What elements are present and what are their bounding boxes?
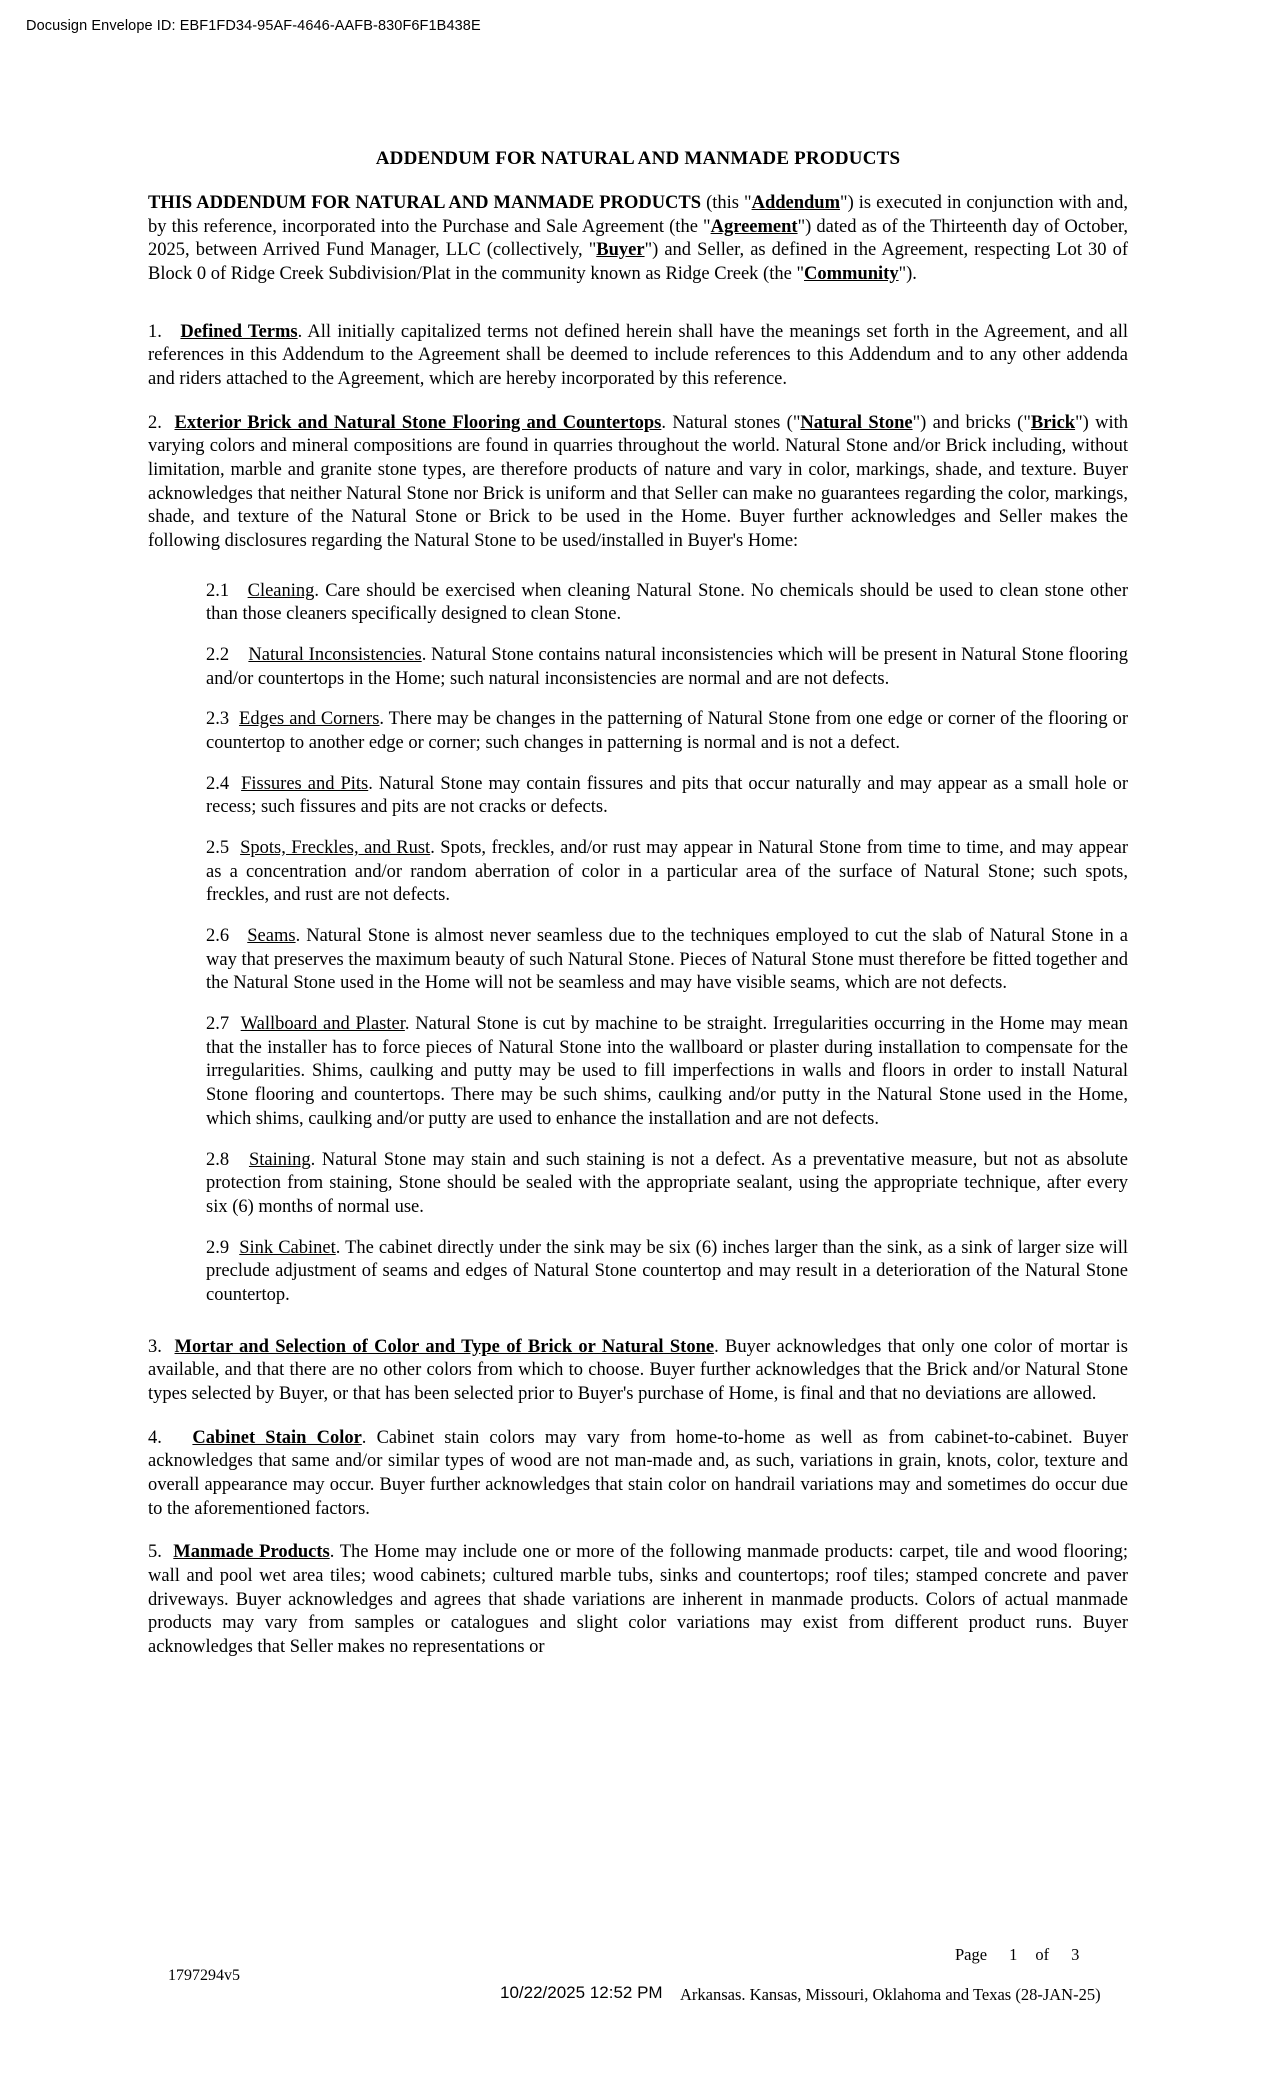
subsection-2-7-body: . Natural Stone is cut by machine to be straight. Irregularities occurring in the Home may mean that the installer has to force pieces of Natural Stone into the wallboard or plaster during installation to compensate for the irregularities. Shims, caulking and putty may be used to fill imperfections in walls and floors in order to install Natural Stone flooring and countertops. There may be such shims, caulking and/or putty in the Natural Stone used in the Home, which shims, caulking and/or putty are used to enhance the installation and are not defects.	[206, 1014, 1129, 1129]
states-revision-label: Arkansas. Kansas, Missouri, Oklahoma and Texas (28-JAN-25)	[680, 1985, 1101, 2004]
subsection-2-6-number: 2.6	[206, 926, 230, 947]
subsection-2-7-heading: Wallboard and Plaster	[240, 1014, 405, 1035]
section-3-number: 3.	[148, 1336, 162, 1357]
subsection-2-4-number: 2.4	[206, 773, 230, 794]
subsection-2-1-heading: Cleaning	[247, 580, 315, 601]
subsection-2-9-heading: Sink Cabinet	[239, 1237, 336, 1258]
term-buyer: Buyer	[596, 240, 645, 261]
subsection-2-3-body: . There may be changes in the patterning of Natural Stone from one edge or corner of the flooring or countertop to another edge or corner; such changes in patterning is normal and is not a defect.	[206, 709, 1129, 754]
section-3-heading: Mortar and Selection of Color and Type of Brick or Natural Stone	[174, 1336, 715, 1357]
section-1	[148, 321, 1128, 392]
subsection-2-1-number: 2.1	[206, 580, 230, 601]
section-3	[148, 1336, 1128, 1407]
subsection-2-9-body: . The cabinet directly under the sink may be six (6) inches larger than the sink, as a sink of larger size will preclude adjustment of seams and edges of Natural Stone countertop and may result in a deterioration of the Natural Stone countertop.	[206, 1237, 1129, 1305]
section-1-heading: Defined Terms	[180, 321, 298, 342]
section-2-body-2: ") and bricks ("	[912, 412, 1031, 433]
page-of-label: of	[1035, 1945, 1050, 1964]
page-total: 3	[1071, 1945, 1080, 1964]
page-footer	[0, 1945, 1275, 2035]
intro-t1: (this "	[701, 193, 752, 213]
subsection-2-5	[206, 837, 1128, 908]
subsection-2-5-heading: Spots, Freckles, and Rust	[240, 838, 431, 859]
intro-t5: ").	[898, 264, 917, 285]
subsection-2-7	[206, 1013, 1128, 1131]
section-2-body-3: ") with varying colors and mineral compositions are found in quarries throughout the world. Natural Stone and/or Brick including, without limitation, marble and granite stone types, are therefore products of nature and vary in color, markings, shade, and texture. Buyer acknowledges that neither Natural Stone nor Brick is uniform and that Seller can make no guarantees regarding the color, markings, shade, and texture of the Natural Stone or Brick to be used in the Home. Buyer further acknowledges and Seller makes the following disclosures regarding the Natural Stone to be used/installed in Buyer's Home:	[148, 412, 1128, 552]
term-natural-stone: Natural Stone	[800, 412, 913, 433]
intro-paragraph	[148, 192, 1128, 287]
page-current: 1	[1009, 1945, 1018, 1964]
subsection-2-3-number: 2.3	[206, 709, 230, 730]
intro-lead: THIS ADDENDUM FOR NATURAL AND MANMADE PRODUCTS	[148, 193, 702, 213]
document-body	[148, 148, 1128, 1680]
section-4-heading: Cabinet Stain Color	[192, 1427, 362, 1448]
section-2-heading: Exterior Brick and Natural Stone Flooring and Countertops	[174, 412, 662, 433]
section-5-heading: Manmade Products	[173, 1542, 330, 1563]
document-reference-number: 1797294v5	[168, 1967, 240, 1984]
subsection-2-1-body: . Care should be exercised when cleaning Natural Stone. No chemicals should be used to clean stone other than those cleaners specifically designed to clean Stone.	[206, 580, 1129, 625]
intro-t4: ") and Seller, as defined in the Agreement, respecting Lot 30 of Block 0 of Ridge Creek Subdivision/Plat in the community known as Ridge Creek (the "	[148, 240, 1128, 285]
intro-t3: ") dated as of the Thirteenth day of October, 2025, between Arrived Fund Manager, LLC (collectively, "	[148, 216, 1128, 261]
subsection-2-9-number: 2.9	[206, 1237, 230, 1258]
subsection-2-6	[206, 925, 1128, 996]
term-community: Community	[804, 264, 899, 285]
signature-timestamp: 10/22/2025 12:52 PM	[500, 1983, 663, 2002]
term-brick: Brick	[1030, 412, 1076, 433]
subsection-2-9	[206, 1237, 1128, 1308]
section-3-body: . Buyer acknowledges that only one color of mortar is available, and that there are no other colors from which to choose. Buyer further acknowledges that the Brick and/or Natural Stone types selected by Buyer, or that has been selected prior to Buyer's purchase of Home, is final and that no deviations are allowed.	[148, 1336, 1129, 1404]
intro-t2: ") is executed in conjunction with and, by this reference, incorporated into the Purchase and Sale Agreement (the "	[148, 193, 1128, 237]
subsection-2-2-body: . Natural Stone contains natural inconsistencies which will be present in Natural Stone flooring and/or countertops in the Home; such natural inconsistencies are normal and are not defects.	[206, 645, 1129, 689]
section-5	[148, 1541, 1128, 1659]
subsection-2-5-number: 2.5	[206, 838, 230, 859]
subsection-2-2	[206, 644, 1128, 691]
page-label: Page	[955, 1945, 988, 1964]
section-1-number: 1.	[148, 321, 162, 342]
section-4-body: . Cabinet stain colors may vary from home-to-home as well as from cabinet-to-cabinet. Buyer acknowledges that same and/or similar types of wood are not man-made and, as such, variations in grain, knots, color, texture and overall appearance may occur. Buyer further acknowledges that stain color on handrail variations may and sometimes do occur due to the aforementioned factors.	[148, 1427, 1128, 1519]
page-title: ADDENDUM FOR NATURAL AND MANMADE PRODUCTS	[375, 148, 901, 169]
subsection-2-6-heading: Seams	[247, 926, 296, 947]
subsection-2-4	[206, 773, 1128, 820]
subsection-2-2-heading: Natural Inconsistencies	[248, 645, 422, 666]
page-number-block	[955, 1945, 1079, 1965]
subsection-2-4-body: . Natural Stone may contain fissures and pits that occur naturally and may appear as a small hole or recess; such fissures and pits are not cracks or defects.	[206, 773, 1128, 818]
subsection-2-8-body: . Natural Stone may stain and such staining is not a defect. As a preventative measure, but not as absolute protection from staining, Stone should be sealed with the appropriate sealant, using the appropriate technique, after every six (6) months of normal use.	[206, 1149, 1129, 1217]
section-5-number: 5.	[148, 1542, 162, 1563]
section-4	[148, 1427, 1128, 1522]
section-2-number: 2.	[148, 412, 162, 433]
section-2	[148, 412, 1128, 554]
subsection-list	[148, 580, 1128, 1308]
subsection-2-7-number: 2.7	[206, 1014, 230, 1035]
subsection-2-6-body: . Natural Stone is almost never seamless due to the techniques employed to cut the slab of Natural Stone in a way that preserves the maximum beauty of such Natural Stone. Pieces of Natural Stone must therefore be fitted together and the Natural Stone used in the Home will not be seamless and may have visible seams, which are not defects.	[206, 926, 1128, 994]
term-agreement: Agreement	[710, 216, 798, 237]
subsection-2-8-heading: Staining	[248, 1149, 311, 1170]
section-4-number: 4.	[148, 1427, 162, 1448]
section-5-body: . The Home may include one or more of the following manmade products: carpet, tile and wood flooring; wall and pool wet area tiles; wood cabinets; cultured marble tubs, sinks and countertops; roof tiles; stamped concrete and paver driveways. Buyer acknowledges and agrees that shade variations are inherent in manmade products. Colors of actual manmade products may vary from samples or catalogues and slight color variations may exist from different product runs. Buyer acknowledges that Seller makes no representations or	[148, 1542, 1128, 1657]
section-1-body: . All initially capitalized terms not defined herein shall have the meanings set forth in the Agreement, and all references in this Addendum to the Agreement shall be deemed to include references to this Addendum and to any other addenda and riders attached to the Agreement, which are hereby incorporated by this reference.	[148, 321, 1129, 390]
term-addendum: Addendum	[751, 193, 841, 213]
subsection-2-3	[206, 708, 1128, 755]
subsection-2-2-number: 2.2	[206, 645, 230, 666]
subsection-2-5-body: . Spots, freckles, and/or rust may appear in Natural Stone from time to time, and may appear as a concentration and/or random aberration of color in a particular area of the surface of Natural Stone; such spots, freckles, and rust are not defects.	[206, 838, 1129, 906]
subsection-2-3-heading: Edges and Corners	[239, 709, 380, 730]
subsection-2-8-number: 2.8	[206, 1149, 230, 1170]
subsection-2-8	[206, 1149, 1128, 1220]
subsection-2-4-heading: Fissures and Pits	[241, 773, 369, 794]
docusign-envelope-id: Docusign Envelope ID: EBF1FD34-95AF-4646-AAFB-830F6F1B438E	[26, 18, 481, 34]
subsection-2-1	[206, 580, 1128, 627]
section-2-body-1: . Natural stones ("	[661, 412, 801, 433]
